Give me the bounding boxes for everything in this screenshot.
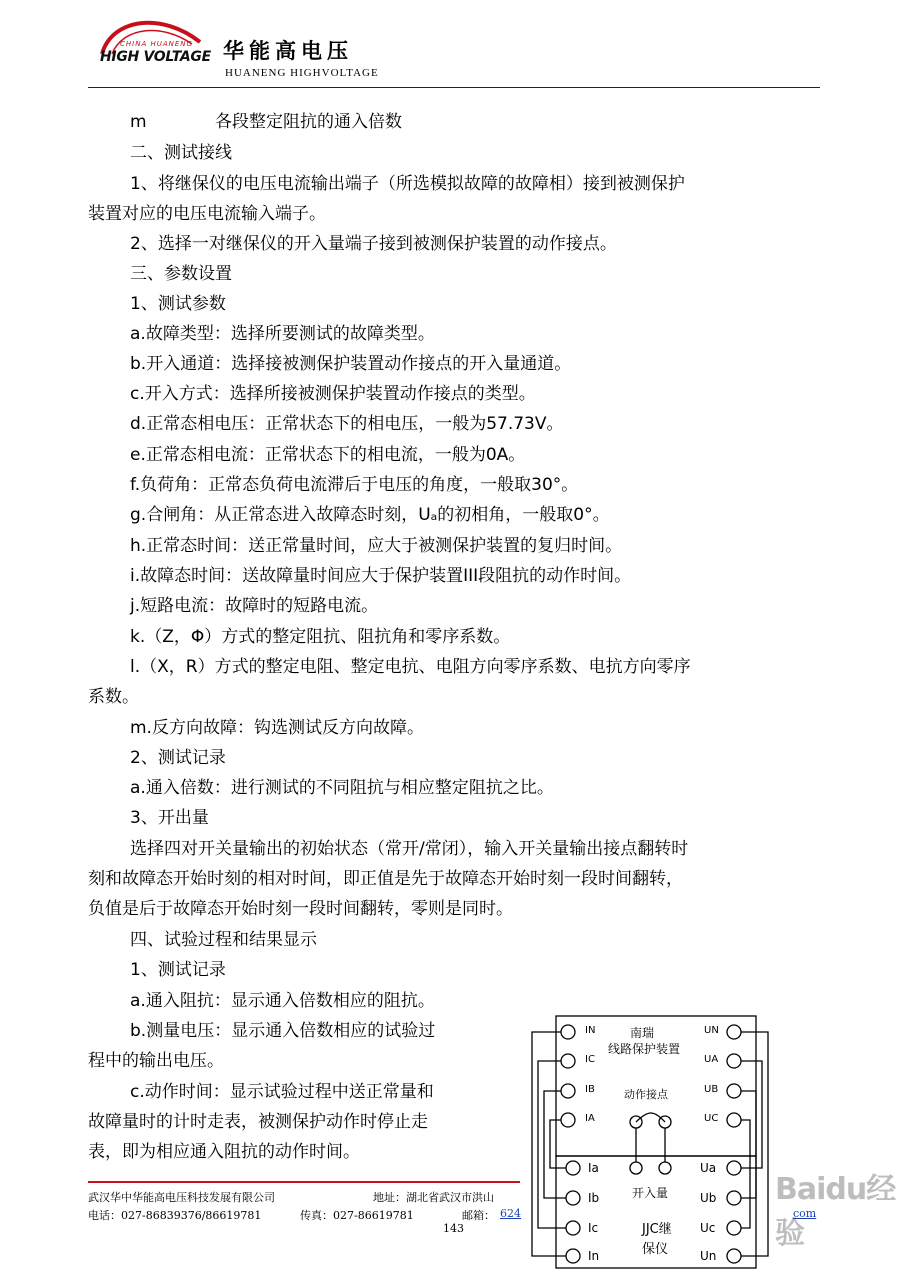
list-item: 故障量时的计时走表，被测保护动作时停止走 (88, 1112, 428, 1132)
paragraph-line: 选择四对开关量输出的初始状态（常开/常闭），输入开关量输出接点翻转时 (130, 839, 689, 859)
company-name-cn: 华能高电压 (223, 39, 353, 63)
list-item: h.正常态时间：送正常量时间，应大于被测保护装置的复归时间。 (130, 536, 623, 556)
list-item: c.开入方式：选择所接被测保护装置动作接点的类型。 (130, 384, 536, 404)
port-label: Ic (588, 1221, 599, 1235)
port-label: UB (704, 1084, 719, 1095)
list-item: d.正常态相电压：正常状态下的相电压，一般为57.73V。 (130, 414, 564, 434)
port-label: In (588, 1249, 600, 1263)
footer-fax: 传真：027-86619781 (300, 1209, 414, 1222)
heading-param-settings: 三、参数设置 (130, 264, 232, 284)
list-item: j.短路电流：故障时的短路电流。 (130, 596, 379, 616)
list-item: b.测量电压：显示通入倍数相应的试验过 (130, 1021, 436, 1041)
page-number: 143 (443, 1222, 464, 1235)
header-divider (88, 87, 820, 88)
device-title-2: 线路保护装置 (608, 1042, 681, 1056)
baidu-watermark: Baidu经验 (775, 1172, 896, 1251)
port-label: UA (704, 1054, 719, 1065)
list-item: 系数。 (88, 687, 139, 707)
port-label: Ua (700, 1161, 717, 1175)
port-label: IC (585, 1054, 595, 1065)
footer-company: 武汉华中华能高电压科技发展有限公司 (88, 1191, 275, 1204)
footer-phone: 电话：027-86839376/86619781 (88, 1209, 262, 1222)
port-label: IN (585, 1025, 596, 1036)
wiring-diagram (528, 1010, 770, 1270)
port-label: Ub (700, 1191, 717, 1205)
company-logo (92, 14, 212, 74)
list-item: a.通入倍数：进行测试的不同阻抗与相应整定阻抗之比。 (130, 778, 554, 798)
footer-divider (88, 1181, 520, 1183)
footer-postcode-link[interactable]: 624 (500, 1207, 521, 1220)
company-name-en: HUANENG HIGHVOLTAGE (225, 67, 379, 79)
subheading-test-params: 1、测试参数 (130, 294, 226, 314)
list-item: k.（Z，Φ）方式的整定阻抗、阻抗角和零序系数。 (130, 627, 511, 647)
list-item: f.负荷角：正常态负荷电流滞后于电压的角度，一般取30°。 (130, 475, 579, 495)
list-item: l.（X，R）方式的整定电阻、整定电抗、电阻方向零序系数、电抗方向零序 (130, 657, 691, 677)
subheading-test-record-2: 1、测试记录 (130, 960, 226, 980)
list-item: a.通入阻抗：显示通入倍数相应的阻抗。 (130, 991, 435, 1011)
tester-title-2: 保仪 (642, 1242, 669, 1257)
list-item: i.故障态时间：送故障量时间应大于保护装置III段阻抗的动作时间。 (130, 566, 632, 586)
list-item: 表，即为相应通入阻抗的动作时间。 (88, 1142, 360, 1162)
port-label: Ia (588, 1161, 599, 1175)
port-label: IB (585, 1084, 595, 1095)
binary-input-label: 开入量 (632, 1186, 669, 1200)
line-m-desc: 各段整定阻抗的通入倍数 (215, 112, 402, 132)
list-item: c.动作时间：显示试验过程中送正常量和 (130, 1082, 434, 1102)
port-label: Ib (588, 1191, 600, 1205)
list-item: e.正常态相电流：正常状态下的相电流，一般为0A。 (130, 445, 526, 465)
list-item: b.开入通道：选择接被测保护装置动作接点的开入量通道。 (130, 354, 572, 374)
device-title-1: 南瑞 (630, 1026, 655, 1040)
port-label: IA (585, 1113, 595, 1124)
logo-big-text: HIGH VOLTAGE (100, 49, 211, 65)
port-label: Uc (700, 1221, 716, 1235)
contact-label: 动作接点 (624, 1088, 668, 1101)
subheading-switch-output: 3、开出量 (130, 808, 209, 828)
line-m-symbol: m (130, 112, 147, 132)
page-header (0, 0, 905, 90)
port-label: UC (704, 1113, 719, 1124)
heading-test-process: 四、试验过程和结果显示 (130, 930, 317, 950)
heading-test-wiring: 二、测试接线 (130, 143, 232, 163)
list-item: m.反方向故障：钩选测试反方向故障。 (130, 718, 424, 738)
logo-small-text: CHINA HUANENG (120, 40, 193, 48)
footer-postcode-label: 邮箱： (462, 1209, 495, 1222)
port-label: UN (704, 1025, 719, 1036)
paragraph-line: 2、选择一对继保仪的开入量端子接到被测保护装置的动作接点。 (130, 234, 617, 254)
paragraph-line: 装置对应的电压电流输入端子。 (88, 204, 326, 224)
subheading-test-record: 2、测试记录 (130, 748, 226, 768)
paragraph-line: 刻和故障态开始时刻的相对时间，即正值是先于故障态开始时刻一段时间翻转， (88, 869, 683, 889)
footer-address: 地址：湖北省武汉市洪山 (373, 1191, 494, 1204)
paragraph-line: 1、将继保仪的电压电流输出端子（所选模拟故障的故障相）接到被测保护 (130, 174, 685, 194)
paragraph-line: 负值是后于故障态开始时刻一段时间翻转，零则是同时。 (88, 899, 513, 919)
list-item: 程中的输出电压。 (88, 1051, 224, 1071)
list-item: a.故障类型：选择所要测试的故障类型。 (130, 324, 435, 344)
list-item: g.合闸角：从正常态进入故障态时刻，Uₐ的初相角，一般取0°。 (130, 505, 610, 525)
port-label: Un (700, 1249, 717, 1263)
tester-title-1: JJC继 (642, 1222, 672, 1237)
watermark-link[interactable]: com (793, 1207, 817, 1220)
